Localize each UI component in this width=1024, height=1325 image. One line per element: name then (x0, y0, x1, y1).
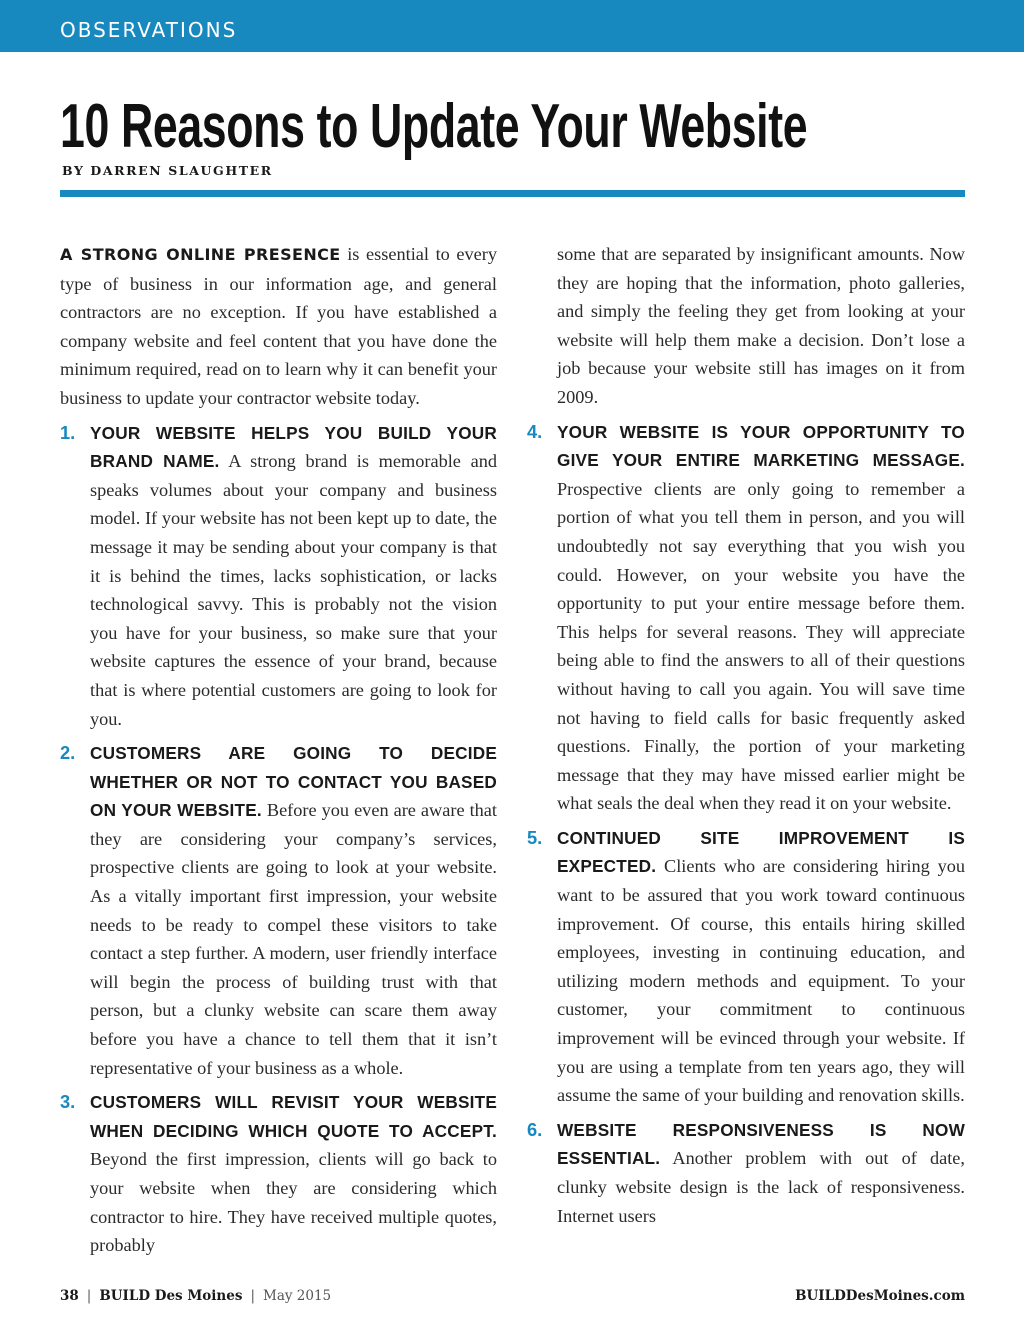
item-heading: CUSTOMERS ARE GOING TO DECIDE WHETHER OR NOT TO CONTACT YOU BASED ON YOUR WEBSITE. (90, 743, 497, 821)
issue-date: May 2015 (263, 1288, 332, 1304)
item-text: Before you even are aware that they are considering your company’s services, prospective clients are going to look at your website. As a vitally important first impression, your website needs to be ready to compel these visitors to take contact a step further. A modern, user friendly interface will begin the process of building trust with that person, but a clunky website can scare them away before you have a chance to tell them that it isn’t representative of your business as a whole. (90, 800, 497, 1078)
item-number: 1. (60, 421, 76, 443)
intro-paragraph (60, 240, 497, 413)
page-footer (60, 1288, 965, 1308)
item-number: 5. (527, 826, 543, 848)
intro-lead: A STRONG ONLINE PRESENCE (60, 245, 341, 264)
byline: BY DARREN SLAUGHTER (62, 163, 273, 178)
page-number: 38 (60, 1288, 79, 1304)
item-number: 2. (60, 742, 76, 764)
item-text-continued: some that are separated by insignificant amounts. Now they are hoping that the information, photo galleries, and simply the feeling they get from looking at your website will help them make a decision. Don’t lose a job because your website still has images on it from 2009. (557, 244, 965, 407)
column-right (527, 240, 965, 1230)
article-title: 10 Reasons to Update Your Website (60, 92, 808, 161)
list-item (527, 1116, 965, 1230)
item-heading: CONTINUED SITE IMPROVEMENT IS EXPECTED. (557, 827, 965, 877)
item-text: Clients who are considering hiring you want to be assured that you work toward continuous improvement. Of course, this entails hiring skilled employees, investing in continuing education, and utilizing modern methods and equipment. To your customer, your commitment to continuous improvement will be evinced through your website. If you are using a template from ten years ago, they will assume the same of your building and renovation skills. (557, 856, 965, 1106)
item-text: Another problem with out of date, clunky website design is the lack of responsiveness. Internet users (557, 1148, 965, 1226)
footer-separator: | (86, 1288, 92, 1304)
item-heading: WEBSITE RESPONSIVENESS IS NOW ESSENTIAL. (557, 1119, 965, 1169)
item-heading: YOUR WEBSITE HELPS YOU BUILD YOUR BRAND NAME. (90, 422, 497, 472)
item-heading: YOUR WEBSITE IS YOUR OPPORTUNITY TO GIVE YOUR ENTIRE MARKETING MESSAGE. (557, 421, 965, 471)
list-item (60, 1088, 497, 1260)
item-text: A strong brand is memorable and speaks volumes about your company and business model. If your website has not been kept up to date, the message it may be sending about your company is that it is behind the times, lacks sophistication, or lacks technological savvy. This is probably not the vision you have for your business, so make sure that your website captures the essence of your brand, because that is where potential customers are going to look for you. (90, 451, 497, 729)
title-divider (60, 190, 965, 197)
item-number: 3. (60, 1091, 76, 1113)
list-item (527, 418, 965, 818)
list-item (60, 419, 497, 734)
footer-separator: | (250, 1288, 255, 1304)
item-text: Prospective clients are only going to remember a portion of what you tell them in person, and you will undoubtedly not say everything that you wish you could. However, on your website you have the opportunity to put your entire message before them. This helps for several reasons. They will appreciate being able to find the answers to all of their questions without having to call you again. You will save time not having to field calls for basic frequently asked questions. Finally, the portion of your marketing message that they may have missed earlier might be what seals the deal when they read it on your website. (557, 478, 965, 814)
intro-text: is essential to every type of business in our information age, and general contractors are no exception. If you have established a company website and feel content that you have done the minimum required, read on to learn why it can benefit your business to update your contractor website today. (60, 244, 497, 408)
section-banner (0, 0, 1024, 52)
list-item (527, 824, 965, 1110)
section-label: OBSERVATIONS (60, 18, 238, 42)
list-item-continued (527, 240, 965, 412)
column-left (60, 240, 497, 1260)
publication-url[interactable]: BUILDDesMoines.com (795, 1288, 965, 1304)
item-number: 6. (527, 1118, 543, 1140)
item-heading: CUSTOMERS WILL REVISIT YOUR WEBSITE WHEN DECIDING WHICH QUOTE TO ACCEPT. (90, 1092, 497, 1141)
publication-name: BUILD Des Moines (99, 1288, 243, 1304)
item-text: Beyond the first impression, clients will go back to your website when they are considering which contractor to hire. They have received multiple quotes, probably (90, 1149, 497, 1256)
item-number: 4. (527, 420, 543, 442)
list-item (60, 739, 497, 1082)
